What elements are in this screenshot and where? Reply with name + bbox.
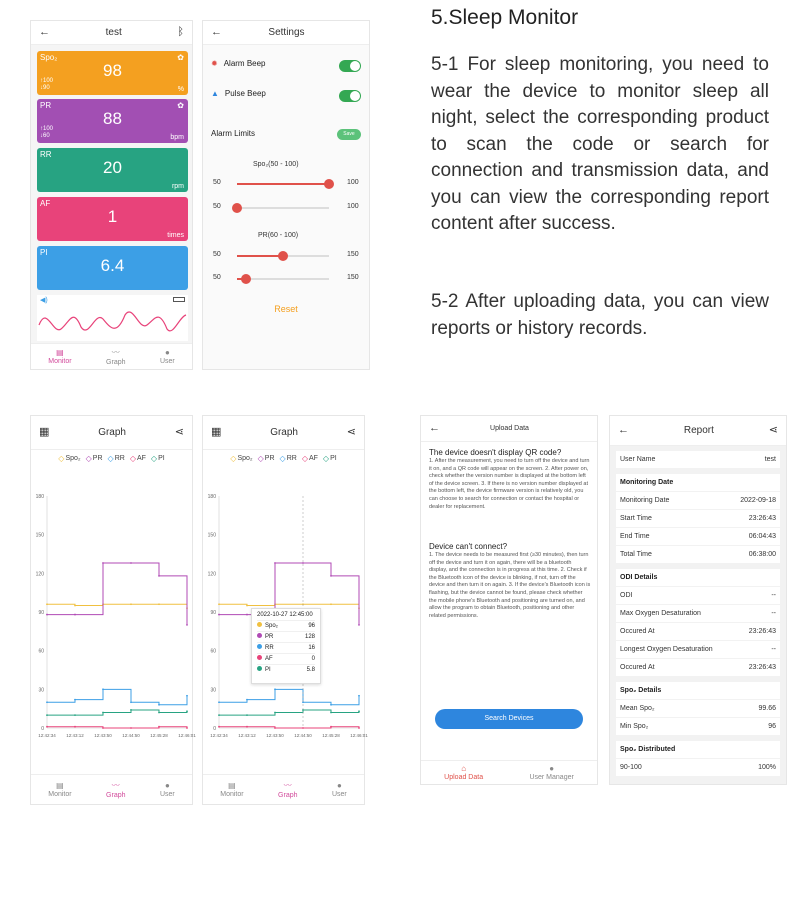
graph-legend <box>203 454 364 463</box>
y-tick-label: 90 <box>210 610 216 616</box>
user-icon: ● <box>164 781 170 790</box>
legend-item: ◇ RR <box>279 454 297 463</box>
graph-screen <box>30 415 196 805</box>
legend-item: ◇ AF <box>301 454 318 463</box>
report-row: Max Oxygen Desaturation -- <box>616 605 780 623</box>
legend-item: ◇ PR <box>257 454 275 463</box>
tile-af <box>37 197 188 241</box>
series-line <box>219 689 359 704</box>
upload-tabbar <box>421 760 597 784</box>
report-row: Monitoring Date 2022-09-18 <box>616 492 780 510</box>
y-tick-label: 0 <box>41 726 44 732</box>
x-tick-label: 12:46:01 <box>350 733 368 738</box>
odi-details-header: ODI Details <box>616 569 780 587</box>
series-line <box>219 710 359 715</box>
search-devices-button[interactable]: Search Devices <box>435 709 583 729</box>
section-heading: 5.Sleep Monitor <box>431 6 579 29</box>
tab-user[interactable]: ● User <box>159 348 175 365</box>
y-tick-label: 180 <box>207 494 216 500</box>
y-tick-label: 180 <box>35 494 44 500</box>
report-row: 90-100 100% <box>616 759 780 777</box>
upload-icon: ⌂ <box>461 764 467 773</box>
tooltip-row: PI 5.8 <box>257 664 315 675</box>
upload-screen <box>420 415 598 785</box>
user-name-row: User Name test <box>616 451 780 469</box>
paragraph-5-2: 5-2 After uploading data, you can view reports or history records. <box>431 291 769 339</box>
tab-monitor[interactable]: ▤ Monitor <box>48 781 72 798</box>
sound-icon: ◀) <box>40 297 48 304</box>
faq-question-qr: The device doesn't display QR code? <box>429 448 562 457</box>
tab-graph[interactable]: 〰 Graph <box>106 781 126 799</box>
back-arrow-icon[interactable]: ← <box>211 26 222 38</box>
graph-icon: 〰 <box>283 781 292 790</box>
tab-upload-data[interactable]: ⌂ Upload Data <box>444 764 484 781</box>
tab-graph[interactable]: 〰 Graph <box>106 348 126 366</box>
y-tick-label: 150 <box>35 532 44 539</box>
slider-max-label: 150 <box>347 251 359 258</box>
slider-min-label: 50 <box>213 179 221 186</box>
alarm-beep-toggle[interactable] <box>339 60 361 72</box>
pr-low-slider[interactable] <box>241 274 251 284</box>
tile-pr <box>37 99 188 143</box>
x-tick-label: 12:42:34 <box>38 733 56 738</box>
pr-high-fill <box>237 255 283 257</box>
x-tick-label: 12:45:28 <box>150 733 168 738</box>
settings-topbar <box>203 21 369 45</box>
tile-label: RR <box>40 150 52 159</box>
x-tick-label: 12:43:50 <box>266 733 284 738</box>
pulse-beep-toggle[interactable] <box>339 90 361 102</box>
legend-item: ◇ PI <box>150 454 165 463</box>
settings-title: Settings <box>268 27 305 38</box>
tooltip-row: Spo₂ 96 <box>257 620 315 631</box>
legend-item: ◇ RR <box>107 454 125 463</box>
y-tick-label: 90 <box>38 610 44 616</box>
legend-item: ◇ AF <box>129 454 146 463</box>
y-tick-label: 60 <box>210 648 216 655</box>
calendar-icon[interactable]: ▦ <box>39 426 50 438</box>
tab-user[interactable]: ● User <box>159 781 175 798</box>
tile-value: 6.4 <box>100 256 125 275</box>
upload-topbar <box>421 416 597 442</box>
share-icon[interactable]: ⋖ <box>346 426 356 438</box>
y-tick-label: 150 <box>207 532 216 539</box>
bluetooth-icon: ᛒ <box>177 26 184 38</box>
tile-label: PI <box>40 248 48 257</box>
back-arrow-icon[interactable]: ← <box>39 26 50 38</box>
monitor-icon: ▤ <box>228 781 236 790</box>
tooltip-row: RR 16 <box>257 642 315 653</box>
slider-min-label: 50 <box>213 274 221 281</box>
series-line <box>47 604 187 608</box>
chart-tooltip <box>251 608 321 684</box>
tile-label: AF <box>40 199 51 208</box>
report-row: Occured At 23:26:43 <box>616 659 780 677</box>
monitor-icon: ▤ <box>56 348 64 357</box>
graph-topbar <box>31 416 192 450</box>
tab-graph[interactable]: 〰 Graph <box>278 781 298 799</box>
graph-screen-tooltip <box>202 415 368 805</box>
legend-item: ◇ PR <box>85 454 103 463</box>
tile-limits: ↑100 ↓90 <box>40 78 54 91</box>
tab-monitor[interactable]: ▤ Monitor <box>48 348 72 365</box>
calendar-icon[interactable]: ▦ <box>211 426 222 438</box>
alarm-icon: ✹ <box>211 59 218 68</box>
faq-question-connect: Device can't connect? <box>429 542 508 551</box>
spo2-range-title: Spo₂(50 - 100) <box>253 161 299 168</box>
y-tick-label: 120 <box>207 571 216 578</box>
y-tick-label: 0 <box>213 726 216 732</box>
series-line <box>47 563 187 625</box>
report-screen <box>609 415 787 785</box>
vitals-chart[interactable] <box>31 476 194 766</box>
user-icon: ● <box>336 781 342 790</box>
tile-value: 20 <box>103 158 122 177</box>
monitor-tabbar <box>31 343 192 369</box>
user-icon: ● <box>549 764 555 773</box>
slider-max-label: 150 <box>347 274 359 281</box>
back-arrow-icon[interactable]: ← <box>429 422 440 434</box>
slider-max-label: 100 <box>347 179 359 186</box>
x-tick-label: 12:43:50 <box>94 733 112 738</box>
user-icon: ● <box>164 348 170 357</box>
graph-tabbar <box>203 774 364 804</box>
alarm-icon: ✿ <box>177 53 184 62</box>
report-row: End Time 06:04:43 <box>616 528 780 546</box>
monitor-icon: ▤ <box>56 781 64 790</box>
tile-label: PR <box>40 101 52 110</box>
report-row: ODI -- <box>616 587 780 605</box>
pulse-beep-label: Pulse Beep <box>224 89 266 98</box>
graph-title: Graph <box>270 427 298 438</box>
tile-pi <box>37 246 188 290</box>
save-button[interactable]: Save <box>337 129 361 140</box>
report-row: Longest Oxygen Desaturation -- <box>616 641 780 659</box>
x-tick-label: 12:46:01 <box>178 733 196 738</box>
slider-max-label: 100 <box>347 203 359 210</box>
share-icon[interactable]: ⋖ <box>174 426 184 438</box>
series-line <box>47 689 187 704</box>
report-row: Min Spo₂ 96 <box>616 718 780 736</box>
x-tick-label: 12:44:50 <box>294 733 312 738</box>
x-tick-label: 12:42:34 <box>210 733 228 738</box>
x-tick-label: 12:45:28 <box>322 733 340 738</box>
tile-value: 88 <box>103 109 122 128</box>
tile-limits: ↑100 ↓60 <box>40 126 54 139</box>
spo2-details-header: Spo₂ Details <box>616 682 780 700</box>
series-line <box>47 710 187 715</box>
reset-button[interactable]: Reset <box>274 304 298 314</box>
tooltip-row: PR 128 <box>257 631 315 642</box>
graph-topbar <box>203 416 364 450</box>
pr-high-slider[interactable] <box>278 251 288 261</box>
tooltip-time: 2022-10-27 12:45:00 <box>257 612 313 618</box>
alarm-limits-label: Alarm Limits <box>211 129 256 138</box>
report-row: Mean Spo₂ 99.66 <box>616 700 780 718</box>
y-tick-label: 30 <box>210 687 216 694</box>
report-row: Total Time 06:38:00 <box>616 546 780 564</box>
alarm-icon: ✿ <box>177 101 184 110</box>
x-tick-label: 12:43:12 <box>238 733 256 738</box>
tile-rr <box>37 148 188 192</box>
report-row: Occured At 23:26:43 <box>616 623 780 641</box>
report-title: Report <box>683 425 714 436</box>
tile-value: 98 <box>103 61 122 80</box>
graph-title: Graph <box>98 427 126 438</box>
slider-min-label: 50 <box>213 251 221 258</box>
faq-answer-connect: 1. The device needs to be measured first (≥30 minutes), then turn off the device and turn it on again, there will be a bluetooth display, and the connection is in progress at this time. 2. Check if the Bluetooth icon of the device is blinking, if not, turn off the device and then turn it on again. 3. If the device's Bluetooth icon is flashing, but the device cannot be found, please check whether the mobile phone's Bluetooth and positioning are turned on, and allow the program to obtain Bluetooth, positioning and other related permissions. <box>429 552 591 619</box>
monitoring-date-header: Monitoring Date <box>616 474 780 492</box>
tile-value: 1 <box>107 207 118 226</box>
back-arrow-icon[interactable]: ← <box>618 424 629 436</box>
tile-unit: % <box>177 86 184 93</box>
spo2-low-track <box>237 207 329 209</box>
monitor-screen <box>30 20 193 370</box>
tab-user[interactable]: ● User <box>331 781 347 798</box>
x-tick-label: 12:43:12 <box>66 733 84 738</box>
graph-legend <box>31 454 192 463</box>
tab-monitor[interactable]: ▤ Monitor <box>220 781 244 798</box>
spo2-low-slider[interactable] <box>232 203 242 213</box>
slider-min-label: 50 <box>213 203 221 210</box>
y-tick-label: 120 <box>35 571 44 578</box>
graph-icon: 〰 <box>111 781 120 790</box>
bell-icon: ▲ <box>211 89 219 98</box>
y-tick-label: 30 <box>38 687 44 694</box>
paragraph-5-1: 5-1 For sleep monitoring, you need to wear the device to monitor sleep all night, select the corresponding product to scan the code or search for connection and transmission data, and you can view the corresponding report content after success. <box>431 54 769 234</box>
y-tick-label: 60 <box>38 648 44 655</box>
tile-unit: times <box>167 232 184 239</box>
spo2-distributed-header: Spo₂ Distributed <box>616 741 780 759</box>
spo2-high-slider[interactable] <box>324 179 334 189</box>
legend-item: ◇ Spo₂ <box>230 454 253 463</box>
spo2-high-fill <box>237 183 329 185</box>
monitor-topbar <box>31 21 192 45</box>
report-row: Start Time 23:26:43 <box>616 510 780 528</box>
monitor-title: test <box>105 27 122 38</box>
tab-user-manager[interactable]: ● User Manager <box>529 764 574 781</box>
tooltip-row: AF 0 <box>257 653 315 664</box>
settings-screen <box>202 20 370 370</box>
report-topbar <box>610 416 786 446</box>
x-tick-label: 12:44:50 <box>122 733 140 738</box>
graph-icon: 〰 <box>111 348 120 357</box>
faq-answer-qr: 1. After the measurement, you need to turn off the device and turn it on, and a QR code will appear on the screen. 2. After power on, check whether the version number is displayed at the bottom left of the device screen. 3. If there is no version number displayed at the bottom left, the device firmware version is relatively old, you can choose to search for connection or contact the hospital or dealer for replacement. <box>429 458 590 510</box>
graph-tabbar <box>31 774 192 804</box>
pleth-waveform <box>37 295 188 341</box>
alarm-beep-label: Alarm Beep <box>223 59 266 68</box>
tile-unit: rpm <box>171 183 184 190</box>
tile-label: Spo₂ <box>40 53 58 62</box>
pr-range-title: PR(60 - 100) <box>258 232 299 239</box>
share-icon[interactable]: ⋖ <box>768 424 778 436</box>
tile-unit: bpm <box>170 134 184 141</box>
legend-item: ◇ Spo₂ <box>58 454 81 463</box>
legend-item: ◇ PI <box>322 454 337 463</box>
upload-title: Upload Data <box>490 425 529 432</box>
tile-spo2 <box>37 51 188 95</box>
